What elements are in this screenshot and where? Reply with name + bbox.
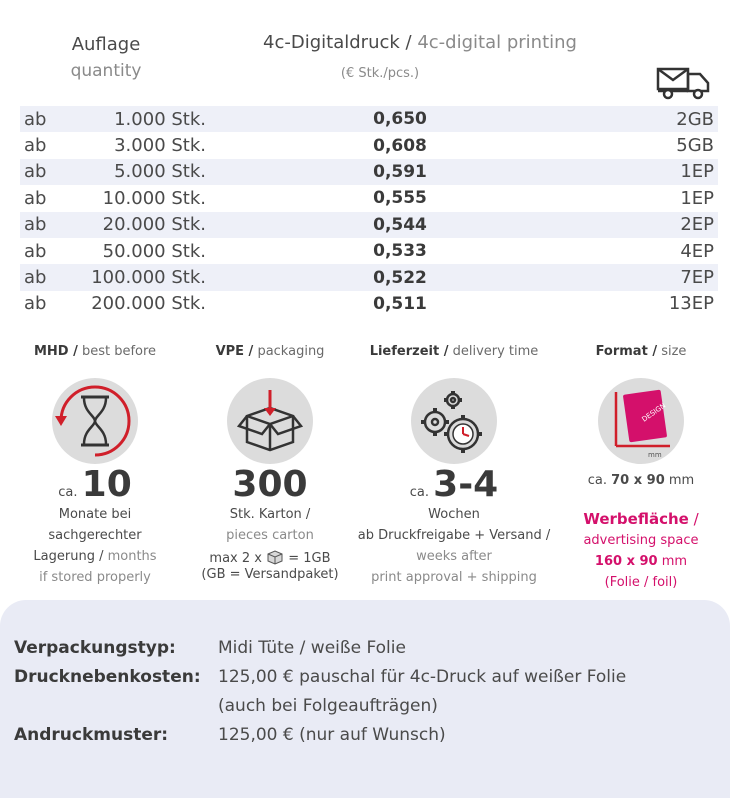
row-price: 0,591	[373, 161, 427, 182]
truck-mail-icon	[656, 66, 712, 100]
quantity-header	[56, 34, 156, 81]
gears-clock-icon	[411, 378, 497, 464]
table-row: ab 100.000 Stk. 0,522 7EP	[20, 264, 718, 290]
box-icon	[227, 378, 313, 464]
row-quantity: 5.000 Stk.	[114, 161, 206, 183]
row-shipping: 4EP	[680, 240, 714, 262]
best-before-value: 10	[81, 464, 132, 505]
price-unit: (€ Stk./pcs.)	[340, 66, 420, 81]
row-quantity: 1.000 Stk.	[114, 108, 206, 130]
row-quantity: 10.000 Stk.	[102, 187, 206, 209]
hourglass-icon	[52, 378, 138, 464]
feature-packaging: VPE / packaging 300 Stk. Karton / pieces carton max 2 x = 1GB (GB = Versandpaket)	[190, 344, 350, 582]
price-header-de: 4c-Digitaldruck	[263, 32, 400, 53]
row-shipping: 13EP	[668, 293, 714, 315]
table-row: ab 50.000 Stk. 0,533 4EP	[24, 240, 714, 262]
row-shipping: 2EP	[680, 214, 714, 236]
row-price: 0,522	[373, 267, 427, 288]
table-row: ab 10.000 Stk. 0,555 1EP	[24, 187, 714, 209]
row-price: 0,608	[373, 135, 427, 156]
design-format-icon	[598, 378, 684, 464]
quantity-header-de: Auflage	[71, 34, 141, 55]
row-price: 0,555	[373, 188, 427, 209]
table-row: ab 1.000 Stk. 0,650 2GB	[20, 106, 718, 132]
row-quantity: 100.000 Stk.	[91, 267, 206, 289]
row-quantity: 200.000 Stk.	[91, 293, 206, 315]
row-shipping: 2GB	[676, 108, 714, 130]
row-price: 0,544	[373, 214, 427, 235]
price-header-en: 4c-digital printing	[417, 32, 577, 53]
feature-delivery-time: Lieferzeit / delivery time ca. 3-4 Wochen ab Druckfreigabe + Versand / weeks after print approval + shipping	[348, 344, 560, 588]
info-panel: Verpackungstyp: Midi Tüte / weiße Folie Drucknebenkosten: 125,00 € pauschal für 4c-Druck auf weißer Folie (auch bei Folgeaufträgen) Andruckmuster: 125,00 € (nur auf Wunsch)	[0, 600, 730, 798]
feature-best-before: MHD / best before ca. 10 Monate bei sachgerechter Lagerung / months if stored properly	[20, 344, 170, 588]
price-table	[20, 106, 718, 317]
feature-title: Format / size	[595, 344, 687, 359]
row-price: 0,650	[373, 109, 427, 130]
table-row: ab 200.000 Stk. 0,511 13EP	[24, 293, 714, 315]
row-shipping: 1EP	[680, 161, 714, 183]
row-shipping: 5GB	[676, 135, 714, 157]
package-icon	[266, 549, 284, 565]
row-quantity: 3.000 Stk.	[114, 135, 206, 157]
row-shipping: 7EP	[680, 267, 714, 289]
price-header: 4c-Digitaldruck / 4c-digital printing (€ Stk./pcs.)	[230, 32, 610, 53]
advertising-space-label: Werbefläche	[583, 510, 689, 528]
row-quantity: 50.000 Stk.	[102, 240, 206, 262]
packaging-value: 300	[232, 464, 308, 505]
feature-title: VPE / packaging	[215, 344, 325, 359]
table-row: ab 3.000 Stk. 0,608 5GB	[24, 135, 714, 157]
row-shipping: 1EP	[680, 187, 714, 209]
svg-text:DESIGN: DESIGN	[640, 401, 668, 424]
svg-text:mm: mm	[648, 451, 662, 459]
row-price: 0,511	[373, 293, 427, 314]
advertising-size-value: 160 x 90	[594, 554, 658, 569]
format-size-value: 70 x 90	[611, 473, 665, 488]
row-price: 0,533	[373, 241, 427, 262]
table-row: ab 5.000 Stk. 0,591 1EP	[20, 159, 718, 185]
delivery-value: 3-4	[433, 464, 499, 505]
feature-title: Lieferzeit / delivery time	[369, 344, 539, 359]
feature-title: MHD / best before	[33, 344, 157, 359]
row-quantity: 20.000 Stk.	[102, 214, 206, 236]
quantity-header-en: quantity	[70, 61, 142, 81]
feature-format-size: Format / size DESIGN mm ca. 70 x 90 mm Werbefläche / advertising space 160 x 90 mm (Folie / foil)	[568, 344, 714, 593]
table-row: ab 20.000 Stk. 0,544 2EP	[20, 212, 718, 238]
